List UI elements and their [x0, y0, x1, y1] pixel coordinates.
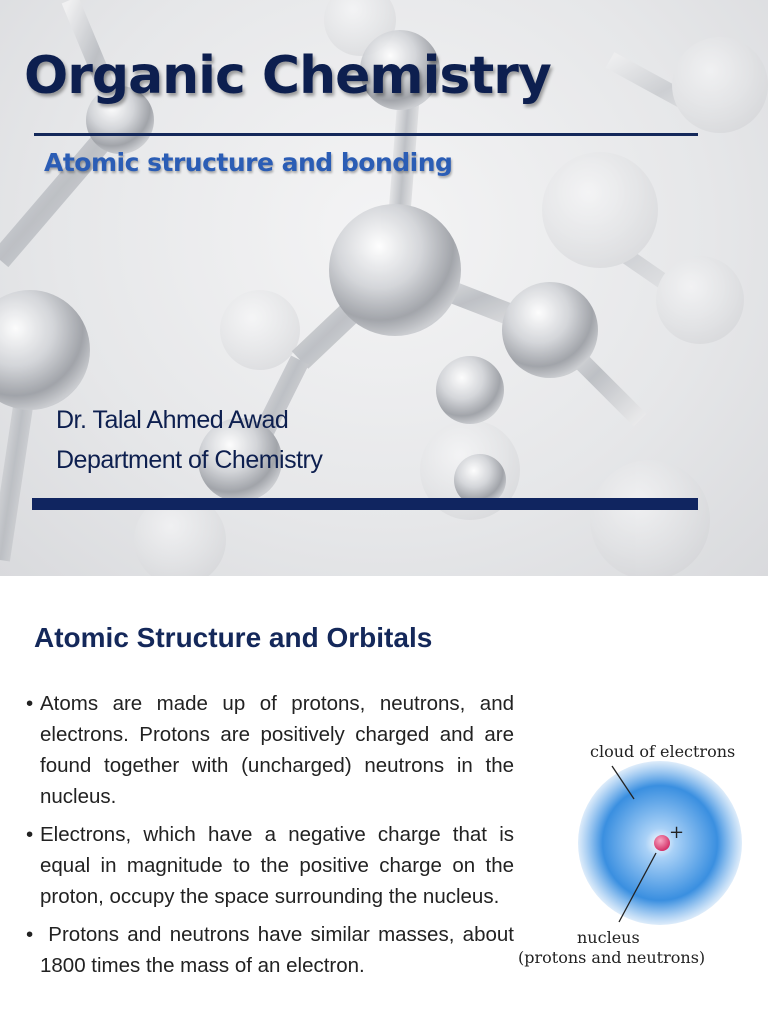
bullet-item [26, 919, 520, 981]
bullet-text: Electrons, which have a negative charge that is equal in magnitude to the positive charge on the proton, occupy the space surrounding the nucleus. [40, 823, 514, 908]
department-name: Department of Chemistry [56, 446, 323, 474]
bullet-text: Atoms are made up of protons, neutrons, and electrons. Protons are positively charged and are found together with (uncharged) neutrons in the nucleus. [40, 692, 514, 808]
plus-sign: + [669, 822, 685, 843]
author-block [56, 400, 322, 480]
presentation-title: Organic Chemistry [24, 46, 551, 106]
footer-bar [32, 498, 698, 510]
bullet-list [26, 688, 520, 988]
bullet-dot: • [26, 923, 34, 946]
atom-diagram [510, 736, 760, 976]
bullet-item [26, 688, 514, 812]
title-divider [34, 133, 698, 136]
bullet-dot: • [26, 692, 34, 715]
nucleus-dot [654, 835, 670, 851]
nucleus-label: nucleus [577, 928, 640, 947]
nucleus-sublabel: (protons and neutrons) [518, 948, 706, 967]
author-name: Dr. Talal Ahmed Awad [56, 406, 289, 434]
slide-title: Atomic Structure and Orbitals [34, 622, 433, 653]
bullet-item [26, 819, 514, 912]
bullet-dot: • [26, 823, 34, 846]
content-slide [0, 576, 768, 1024]
cloud-label: cloud of electrons [590, 742, 736, 761]
bullet-text: Protons and neutrons have similar masses, about 1800 times the mass of an electron. [40, 923, 520, 977]
presentation-subtitle: Atomic structure and bonding [44, 148, 453, 177]
